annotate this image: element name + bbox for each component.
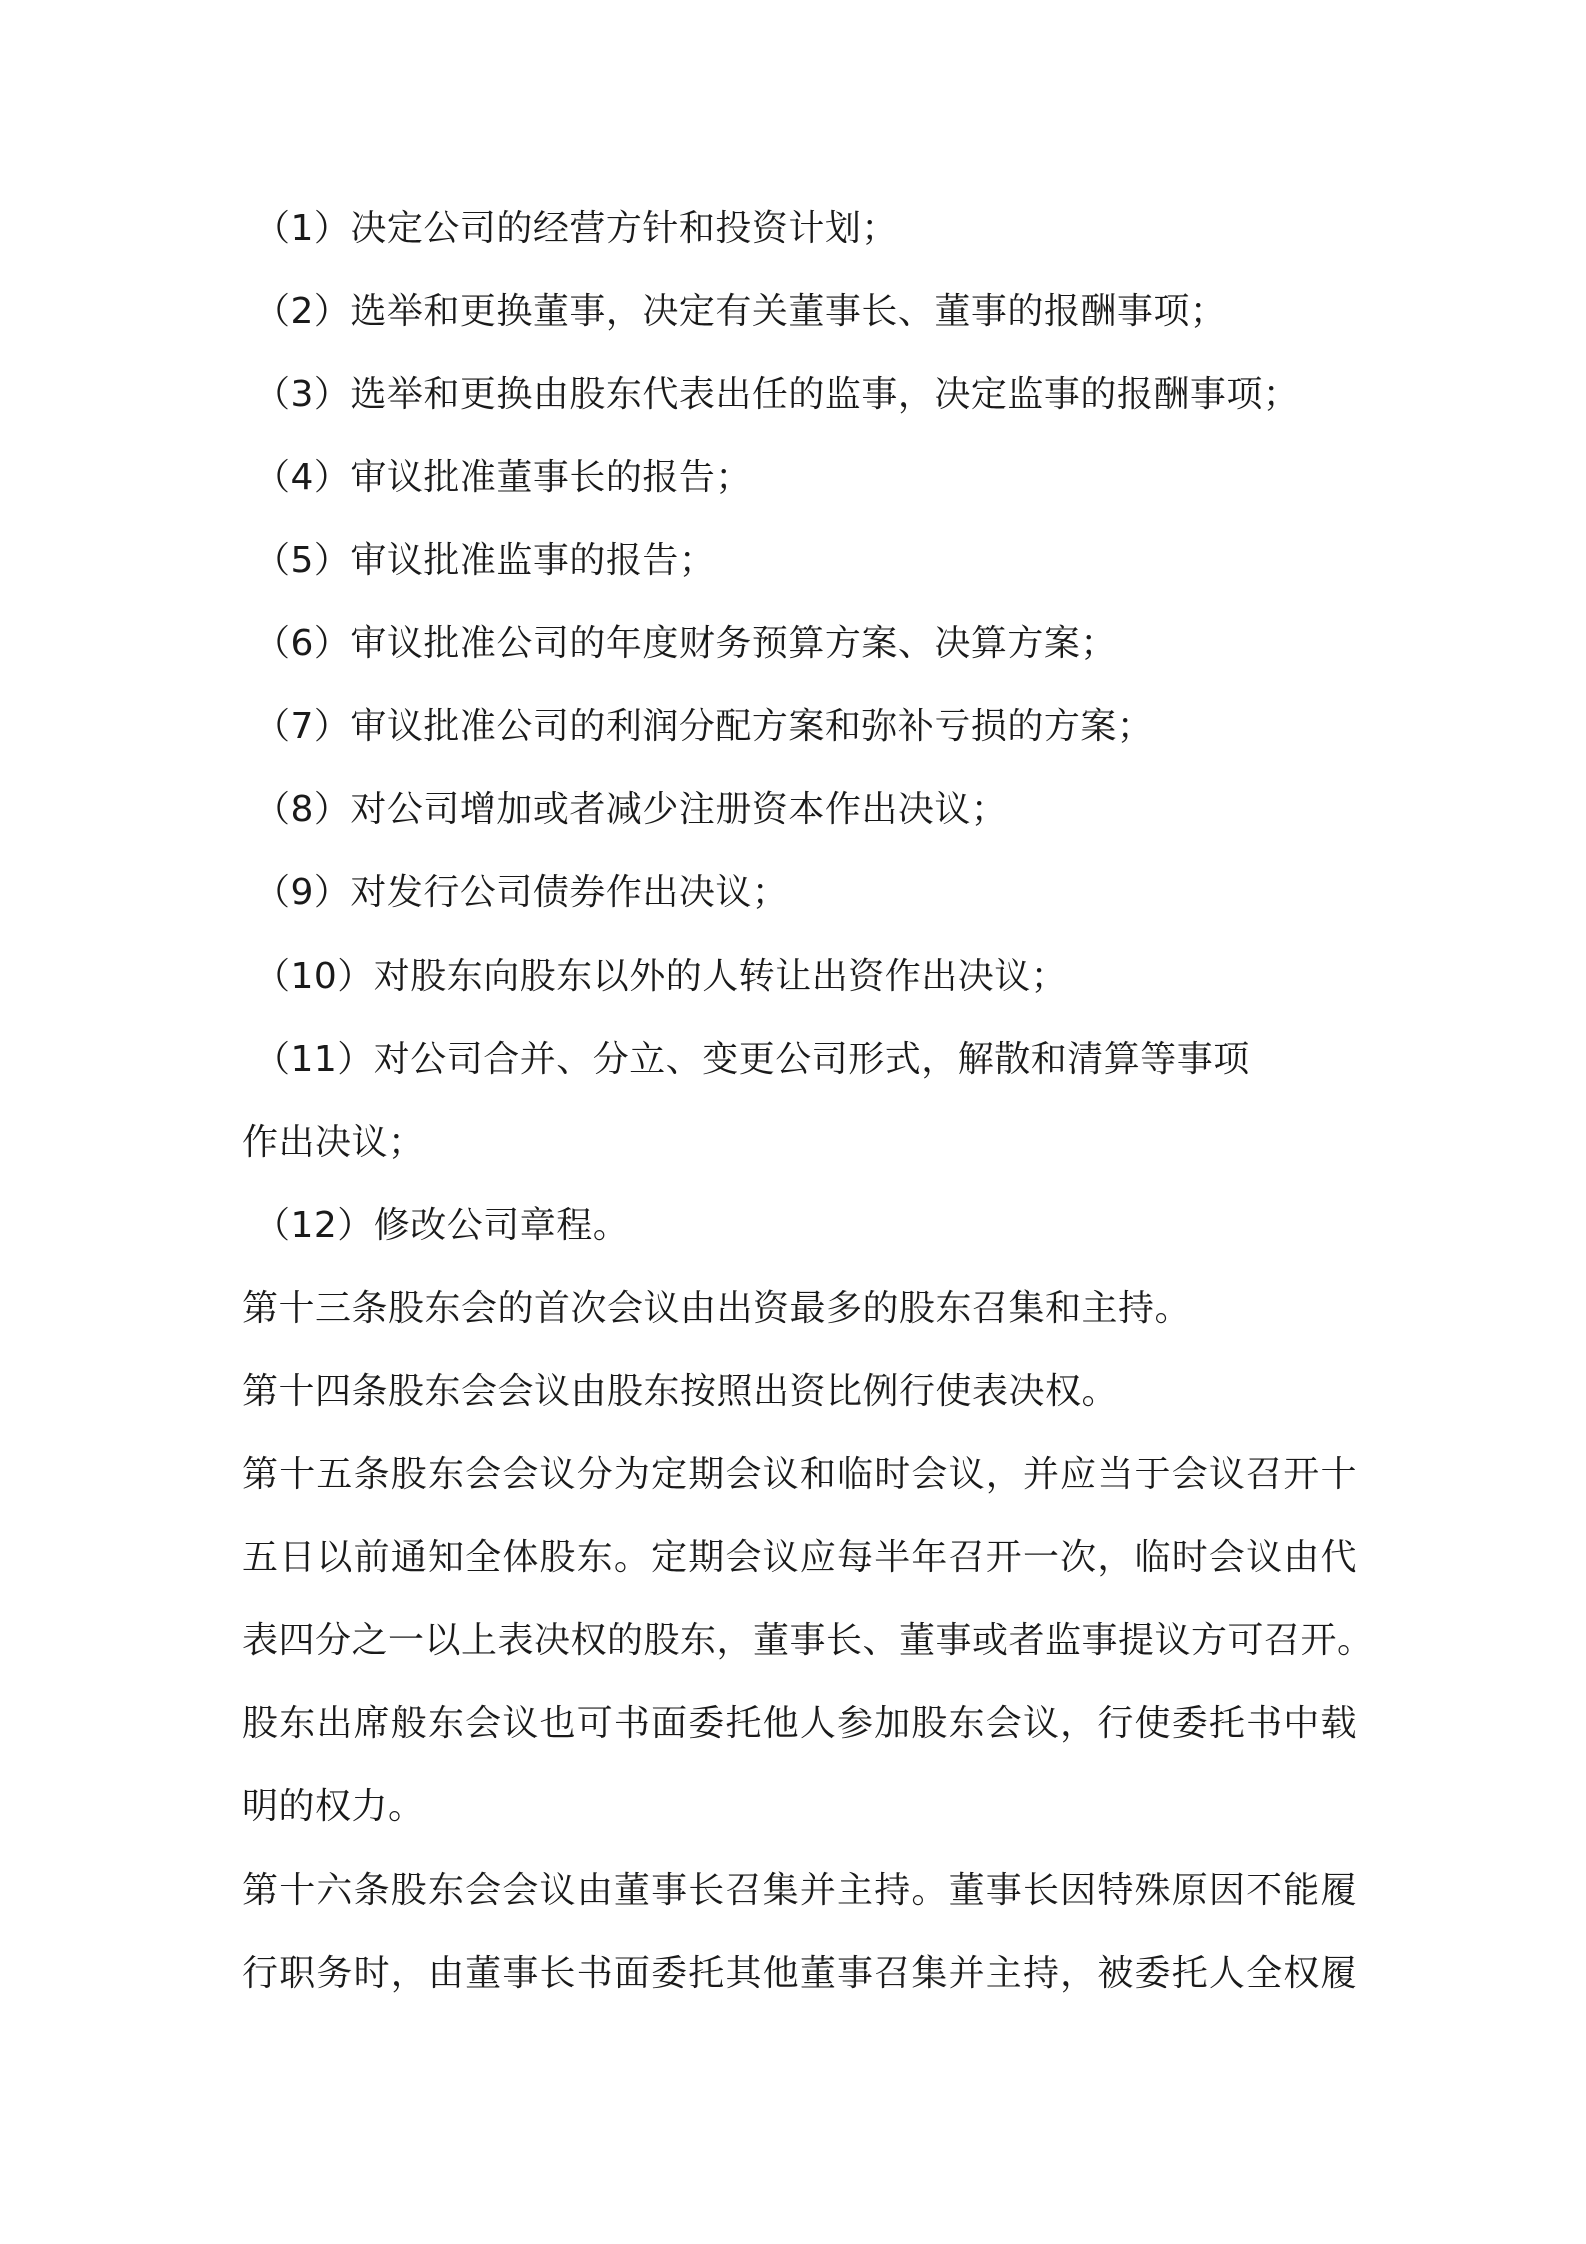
article-15-line-1: 第十五条股东会会议分为定期会议和临时会议，并应当于会议召开十 [242,1454,1357,1495]
clause-item-11-continuation: 作出决议； [242,1122,425,1163]
article-15-line-5: 明的权力。 [242,1786,425,1827]
clause-item-10: （10）对股东向股东以外的人转让出资作出决议； [254,956,1068,997]
article-13: 第十三条股东会的首次会议由出资最多的股东召集和主持。 [242,1288,1192,1329]
clause-item-4: （4）审议批准董事长的报告； [254,457,752,498]
article-15-line-3: 表四分之一以上表决权的股东，董事长、董事或者监事提议方可召开。 [242,1620,1374,1661]
clause-item-7: （7）审议批准公司的利润分配方案和弥补亏损的方案； [254,706,1154,747]
clause-item-3: （3）选举和更换由股东代表出任的监事，决定监事的报酬事项； [254,374,1300,415]
clause-item-8: （8）对公司增加或者减少注册资本作出决议； [254,789,1008,830]
clause-item-6: （6）审议批准公司的年度财务预算方案、决算方案； [254,623,1117,664]
clause-item-5: （5）审议批准监事的报告； [254,540,716,581]
article-16-line-2: 行职务时，由董事长书面委托其他董事召集并主持，被委托人全权履 [242,1953,1357,1994]
article-14: 第十四条股东会会议由股东按照出资比例行使表决权。 [242,1371,1119,1412]
clause-item-2: （2）选举和更换董事，决定有关董事长、董事的报酬事项； [254,291,1227,332]
article-16-line-1: 第十六条股东会会议由董事长召集并主持。董事长因特殊原因不能履 [242,1870,1357,1911]
clause-item-9: （9）对发行公司债券作出决议； [254,872,789,913]
clause-item-1: （1）决定公司的经营方针和投资计划； [254,208,898,249]
clause-item-12: （12）修改公司章程。 [254,1205,630,1246]
article-15-line-4: 股东出席般东会议也可书面委托他人参加股东会议，行使委托书中载 [242,1703,1357,1744]
article-15-line-2: 五日以前通知全体股东。定期会议应每半年召开一次，临时会议由代 [242,1537,1357,1578]
clause-item-11: （11）对公司合并、分立、变更公司形式，解散和清算等事项 [254,1039,1250,1080]
